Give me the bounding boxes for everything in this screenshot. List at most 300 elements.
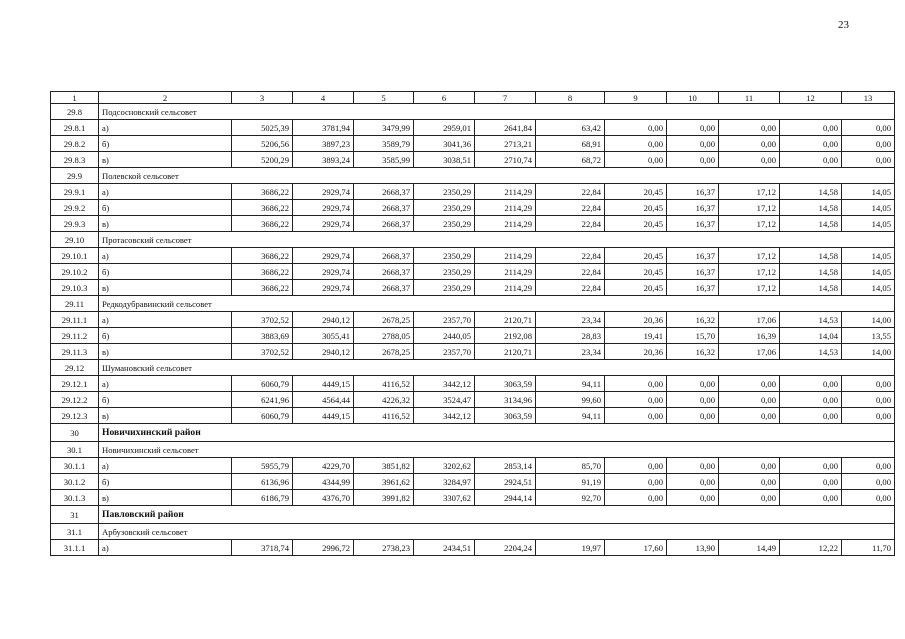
value-cell: 4229,70 <box>293 458 354 474</box>
table-row <box>51 280 895 296</box>
value-cell: 22,84 <box>536 200 605 216</box>
value-cell: 17,06 <box>719 344 780 360</box>
table-body <box>51 92 895 556</box>
row-variant: а) <box>99 540 232 556</box>
value-cell: 14,00 <box>842 312 895 328</box>
value-cell: 3442,12 <box>414 376 475 392</box>
value-cell: 14,58 <box>780 200 842 216</box>
value-cell: 2120,71 <box>475 344 536 360</box>
value-cell: 0,00 <box>605 490 667 506</box>
value-cell: 0,00 <box>780 392 842 408</box>
district-row <box>51 424 895 442</box>
table-row <box>51 540 895 556</box>
value-cell: 99,60 <box>536 392 605 408</box>
value-cell: 2668,37 <box>354 264 414 280</box>
settlement-code: 30.1 <box>51 442 99 458</box>
value-cell: 3055,41 <box>293 328 354 344</box>
row-code: 29.9.2 <box>51 200 99 216</box>
settlement-row <box>51 104 895 120</box>
table-row <box>51 376 895 392</box>
row-variant: в) <box>99 344 232 360</box>
value-cell: 2929,74 <box>293 264 354 280</box>
value-cell: 4226,32 <box>354 392 414 408</box>
value-cell: 14,05 <box>842 184 895 200</box>
settlement-row <box>51 168 895 184</box>
value-cell: 2959,01 <box>414 120 475 136</box>
district-code: 30 <box>51 424 99 442</box>
settlement-title: Шумановский сельсовет <box>99 360 895 376</box>
value-cell: 2114,29 <box>475 248 536 264</box>
value-cell: 6241,96 <box>232 392 293 408</box>
value-cell: 2641,84 <box>475 120 536 136</box>
row-code: 29.11.2 <box>51 328 99 344</box>
value-cell: 3134,96 <box>475 392 536 408</box>
value-cell: 3589,79 <box>354 136 414 152</box>
value-cell: 2710,74 <box>475 152 536 168</box>
value-cell: 17,12 <box>719 280 780 296</box>
value-cell: 0,00 <box>719 474 780 490</box>
value-cell: 2357,70 <box>414 344 475 360</box>
value-cell: 4116,52 <box>354 408 414 424</box>
value-cell: 16,32 <box>667 344 719 360</box>
value-cell: 0,00 <box>842 152 895 168</box>
value-cell: 2350,29 <box>414 216 475 232</box>
value-cell: 5025,39 <box>232 120 293 136</box>
row-code: 29.10.3 <box>51 280 99 296</box>
value-cell: 2350,29 <box>414 264 475 280</box>
value-cell: 17,12 <box>719 184 780 200</box>
settlement-row <box>51 442 895 458</box>
value-cell: 0,00 <box>605 474 667 490</box>
row-variant: б) <box>99 474 232 490</box>
table-row <box>51 120 895 136</box>
row-variant: б) <box>99 328 232 344</box>
value-cell: 11,70 <box>842 540 895 556</box>
value-cell: 16,39 <box>719 328 780 344</box>
value-cell: 6060,79 <box>232 408 293 424</box>
row-variant: а) <box>99 376 232 392</box>
header-cell: 12 <box>780 92 842 104</box>
value-cell: 22,84 <box>536 216 605 232</box>
table-row <box>51 264 895 280</box>
value-cell: 2120,71 <box>475 312 536 328</box>
value-cell: 0,00 <box>842 136 895 152</box>
row-code: 29.10.1 <box>51 248 99 264</box>
row-code: 31.1.1 <box>51 540 99 556</box>
value-cell: 22,84 <box>536 280 605 296</box>
value-cell: 0,00 <box>719 376 780 392</box>
value-cell: 17,12 <box>719 248 780 264</box>
value-cell: 14,58 <box>780 264 842 280</box>
value-cell: 0,00 <box>842 376 895 392</box>
value-cell: 19,97 <box>536 540 605 556</box>
value-cell: 2350,29 <box>414 248 475 264</box>
value-cell: 14,58 <box>780 248 842 264</box>
value-cell: 22,84 <box>536 248 605 264</box>
value-cell: 0,00 <box>667 136 719 152</box>
value-cell: 20,45 <box>605 216 667 232</box>
value-cell: 3686,22 <box>232 184 293 200</box>
settlement-code: 29.12 <box>51 360 99 376</box>
settlement-title: Новичихинский сельсовет <box>99 442 895 458</box>
row-variant: а) <box>99 184 232 200</box>
value-cell: 3718,74 <box>232 540 293 556</box>
value-cell: 15,70 <box>667 328 719 344</box>
value-cell: 0,00 <box>842 474 895 490</box>
value-cell: 3524,47 <box>414 392 475 408</box>
value-cell: 0,00 <box>719 120 780 136</box>
header-cell: 7 <box>475 92 536 104</box>
value-cell: 16,37 <box>667 184 719 200</box>
row-variant: б) <box>99 136 232 152</box>
value-cell: 23,34 <box>536 344 605 360</box>
value-cell: 2929,74 <box>293 184 354 200</box>
header-cell: 6 <box>414 92 475 104</box>
value-cell: 0,00 <box>667 376 719 392</box>
row-code: 29.12.2 <box>51 392 99 408</box>
row-variant: в) <box>99 280 232 296</box>
value-cell: 0,00 <box>719 458 780 474</box>
table-row <box>51 344 895 360</box>
value-cell: 14,05 <box>842 216 895 232</box>
settlement-row <box>51 360 895 376</box>
value-cell: 0,00 <box>719 152 780 168</box>
value-cell: 20,45 <box>605 184 667 200</box>
value-cell: 23,34 <box>536 312 605 328</box>
row-code: 29.10.2 <box>51 264 99 280</box>
value-cell: 2924,51 <box>475 474 536 490</box>
settlement-title: Редкодубравинский сельсовет <box>99 296 895 312</box>
value-cell: 0,00 <box>719 136 780 152</box>
row-code: 29.8.3 <box>51 152 99 168</box>
value-cell: 2929,74 <box>293 248 354 264</box>
table-row <box>51 392 895 408</box>
value-cell: 2350,29 <box>414 184 475 200</box>
value-cell: 3063,59 <box>475 408 536 424</box>
tariff-table <box>50 91 895 556</box>
table-row <box>51 248 895 264</box>
value-cell: 0,00 <box>719 392 780 408</box>
value-cell: 0,00 <box>605 376 667 392</box>
row-code: 29.9.1 <box>51 184 99 200</box>
value-cell: 3041,36 <box>414 136 475 152</box>
value-cell: 2668,37 <box>354 184 414 200</box>
value-cell: 3702,52 <box>232 312 293 328</box>
value-cell: 3284,97 <box>414 474 475 490</box>
row-variant: б) <box>99 264 232 280</box>
settlement-title: Арбузовский сельсовет <box>99 524 895 540</box>
table-row <box>51 408 895 424</box>
header-cell: 1 <box>51 92 99 104</box>
table-row <box>51 328 895 344</box>
value-cell: 0,00 <box>605 120 667 136</box>
value-cell: 85,70 <box>536 458 605 474</box>
value-cell: 28,83 <box>536 328 605 344</box>
value-cell: 94,11 <box>536 408 605 424</box>
header-cell: 2 <box>99 92 232 104</box>
settlement-code: 31.1 <box>51 524 99 540</box>
row-code: 30.1.2 <box>51 474 99 490</box>
table-row <box>51 200 895 216</box>
value-cell: 4116,52 <box>354 376 414 392</box>
row-code: 30.1.1 <box>51 458 99 474</box>
value-cell: 2668,37 <box>354 248 414 264</box>
value-cell: 3686,22 <box>232 200 293 216</box>
value-cell: 3991,82 <box>354 490 414 506</box>
value-cell: 2940,12 <box>293 344 354 360</box>
value-cell: 0,00 <box>780 376 842 392</box>
value-cell: 0,00 <box>667 152 719 168</box>
value-cell: 2434,51 <box>414 540 475 556</box>
value-cell: 2929,74 <box>293 280 354 296</box>
row-code: 30.1.3 <box>51 490 99 506</box>
value-cell: 3063,59 <box>475 376 536 392</box>
district-code: 31 <box>51 506 99 524</box>
value-cell: 14,53 <box>780 312 842 328</box>
value-cell: 3893,24 <box>293 152 354 168</box>
row-code: 29.12.1 <box>51 376 99 392</box>
row-variant: б) <box>99 200 232 216</box>
value-cell: 0,00 <box>605 136 667 152</box>
value-cell: 17,06 <box>719 312 780 328</box>
row-variant: а) <box>99 458 232 474</box>
value-cell: 0,00 <box>780 474 842 490</box>
table-row <box>51 490 895 506</box>
settlement-code: 29.11 <box>51 296 99 312</box>
value-cell: 2940,12 <box>293 312 354 328</box>
value-cell: 4344,99 <box>293 474 354 490</box>
table-row <box>51 136 895 152</box>
value-cell: 17,12 <box>719 264 780 280</box>
settlement-row <box>51 524 895 540</box>
value-cell: 19,41 <box>605 328 667 344</box>
district-row <box>51 506 895 524</box>
value-cell: 0,00 <box>780 120 842 136</box>
value-cell: 14,53 <box>780 344 842 360</box>
value-cell: 16,37 <box>667 216 719 232</box>
value-cell: 0,00 <box>780 152 842 168</box>
value-cell: 2944,14 <box>475 490 536 506</box>
value-cell: 2713,21 <box>475 136 536 152</box>
value-cell: 4376,70 <box>293 490 354 506</box>
value-cell: 14,05 <box>842 248 895 264</box>
district-title: Павловский район <box>99 506 895 524</box>
value-cell: 68,72 <box>536 152 605 168</box>
value-cell: 0,00 <box>667 474 719 490</box>
value-cell: 16,37 <box>667 200 719 216</box>
value-cell: 12,22 <box>780 540 842 556</box>
value-cell: 2357,70 <box>414 312 475 328</box>
settlement-row <box>51 296 895 312</box>
value-cell: 3961,62 <box>354 474 414 490</box>
value-cell: 2350,29 <box>414 280 475 296</box>
value-cell: 3442,12 <box>414 408 475 424</box>
row-code: 29.11.3 <box>51 344 99 360</box>
table-row <box>51 216 895 232</box>
row-code: 29.12.3 <box>51 408 99 424</box>
value-cell: 2114,29 <box>475 280 536 296</box>
value-cell: 2668,37 <box>354 280 414 296</box>
value-cell: 14,04 <box>780 328 842 344</box>
table-row <box>51 458 895 474</box>
value-cell: 3479,99 <box>354 120 414 136</box>
value-cell: 2114,29 <box>475 200 536 216</box>
row-variant: а) <box>99 248 232 264</box>
value-cell: 3686,22 <box>232 248 293 264</box>
row-variant: в) <box>99 408 232 424</box>
value-cell: 3883,69 <box>232 328 293 344</box>
row-variant: а) <box>99 312 232 328</box>
value-cell: 16,37 <box>667 264 719 280</box>
value-cell: 0,00 <box>780 458 842 474</box>
value-cell: 3851,82 <box>354 458 414 474</box>
value-cell: 13,55 <box>842 328 895 344</box>
value-cell: 0,00 <box>667 408 719 424</box>
value-cell: 2350,29 <box>414 200 475 216</box>
value-cell: 0,00 <box>780 136 842 152</box>
value-cell: 2678,25 <box>354 312 414 328</box>
row-variant: в) <box>99 490 232 506</box>
row-variant: в) <box>99 216 232 232</box>
header-cell: 10 <box>667 92 719 104</box>
value-cell: 2788,05 <box>354 328 414 344</box>
settlement-code: 29.8 <box>51 104 99 120</box>
value-cell: 0,00 <box>605 392 667 408</box>
value-cell: 2114,29 <box>475 184 536 200</box>
table-row <box>51 312 895 328</box>
value-cell: 3686,22 <box>232 264 293 280</box>
value-cell: 91,19 <box>536 474 605 490</box>
value-cell: 22,84 <box>536 184 605 200</box>
page-number: 23 <box>838 19 849 31</box>
value-cell: 0,00 <box>842 120 895 136</box>
value-cell: 0,00 <box>719 408 780 424</box>
value-cell: 3686,22 <box>232 216 293 232</box>
value-cell: 2929,74 <box>293 216 354 232</box>
value-cell: 3307,62 <box>414 490 475 506</box>
value-cell: 0,00 <box>842 408 895 424</box>
value-cell: 4449,15 <box>293 376 354 392</box>
row-code: 29.9.3 <box>51 216 99 232</box>
value-cell: 0,00 <box>605 408 667 424</box>
value-cell: 14,58 <box>780 216 842 232</box>
value-cell: 2114,29 <box>475 264 536 280</box>
value-cell: 14,05 <box>842 280 895 296</box>
value-cell: 3202,62 <box>414 458 475 474</box>
table-row <box>51 474 895 490</box>
value-cell: 0,00 <box>667 120 719 136</box>
value-cell: 6136,96 <box>232 474 293 490</box>
value-cell: 5200,29 <box>232 152 293 168</box>
row-variant: в) <box>99 152 232 168</box>
value-cell: 0,00 <box>842 490 895 506</box>
settlement-title: Подсосновский сельсовет <box>99 104 895 120</box>
value-cell: 14,05 <box>842 200 895 216</box>
value-cell: 14,05 <box>842 264 895 280</box>
value-cell: 14,00 <box>842 344 895 360</box>
value-cell: 4564,44 <box>293 392 354 408</box>
value-cell: 0,00 <box>780 408 842 424</box>
header-cell: 9 <box>605 92 667 104</box>
settlement-title: Протасовский сельсовет <box>99 232 895 248</box>
value-cell: 2738,23 <box>354 540 414 556</box>
value-cell: 2668,37 <box>354 216 414 232</box>
header-cell: 11 <box>719 92 780 104</box>
value-cell: 0,00 <box>842 392 895 408</box>
row-code: 29.11.1 <box>51 312 99 328</box>
value-cell: 0,00 <box>719 490 780 506</box>
district-title: Новичихинский район <box>99 424 895 442</box>
value-cell: 2853,14 <box>475 458 536 474</box>
value-cell: 0,00 <box>605 458 667 474</box>
value-cell: 2929,74 <box>293 200 354 216</box>
value-cell: 2114,29 <box>475 216 536 232</box>
value-cell: 20,45 <box>605 248 667 264</box>
value-cell: 3897,23 <box>293 136 354 152</box>
value-cell: 14,49 <box>719 540 780 556</box>
value-cell: 68,91 <box>536 136 605 152</box>
header-cell: 5 <box>354 92 414 104</box>
value-cell: 2996,72 <box>293 540 354 556</box>
value-cell: 20,36 <box>605 312 667 328</box>
row-variant: а) <box>99 120 232 136</box>
value-cell: 0,00 <box>842 458 895 474</box>
value-cell: 3038,51 <box>414 152 475 168</box>
header-cell: 8 <box>536 92 605 104</box>
value-cell: 6060,79 <box>232 376 293 392</box>
value-cell: 2440,05 <box>414 328 475 344</box>
value-cell: 14,58 <box>780 280 842 296</box>
value-cell: 2192,08 <box>475 328 536 344</box>
value-cell: 0,00 <box>667 490 719 506</box>
value-cell: 16,37 <box>667 248 719 264</box>
value-cell: 2678,25 <box>354 344 414 360</box>
settlement-code: 29.9 <box>51 168 99 184</box>
value-cell: 14,58 <box>780 184 842 200</box>
value-cell: 3781,94 <box>293 120 354 136</box>
header-cell: 3 <box>232 92 293 104</box>
table-row <box>51 184 895 200</box>
value-cell: 2668,37 <box>354 200 414 216</box>
value-cell: 20,45 <box>605 264 667 280</box>
value-cell: 17,12 <box>719 216 780 232</box>
value-cell: 17,60 <box>605 540 667 556</box>
value-cell: 6186,79 <box>232 490 293 506</box>
value-cell: 94,11 <box>536 376 605 392</box>
value-cell: 16,32 <box>667 312 719 328</box>
value-cell: 5206,56 <box>232 136 293 152</box>
value-cell: 13,90 <box>667 540 719 556</box>
row-code: 29.8.1 <box>51 120 99 136</box>
value-cell: 3686,22 <box>232 280 293 296</box>
row-variant: б) <box>99 392 232 408</box>
value-cell: 3702,52 <box>232 344 293 360</box>
header-cell: 13 <box>842 92 895 104</box>
value-cell: 4449,15 <box>293 408 354 424</box>
value-cell: 0,00 <box>780 490 842 506</box>
header-row <box>51 92 895 104</box>
value-cell: 17,12 <box>719 200 780 216</box>
value-cell: 20,36 <box>605 344 667 360</box>
value-cell: 20,45 <box>605 280 667 296</box>
settlement-row <box>51 232 895 248</box>
value-cell: 92,70 <box>536 490 605 506</box>
header-cell: 4 <box>293 92 354 104</box>
settlement-code: 29.10 <box>51 232 99 248</box>
value-cell: 2204,24 <box>475 540 536 556</box>
table-row <box>51 152 895 168</box>
settlement-title: Полевской сельсовет <box>99 168 895 184</box>
